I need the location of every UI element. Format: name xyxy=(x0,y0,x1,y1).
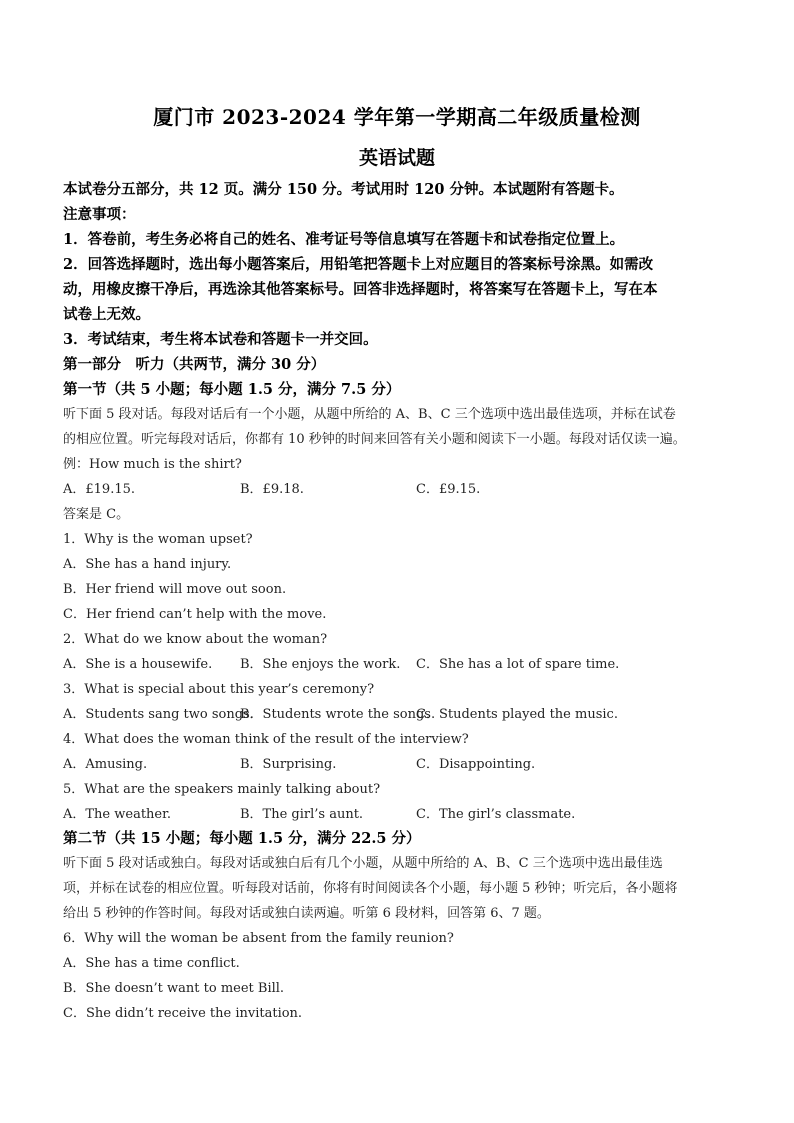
section-1-directions-line-1: 听下面 5 段对话。每段对话后有一个小题，从题中所给的 A、B、C 三个选项中选出最佳选项，并标在试卷 xyxy=(63,407,676,422)
question-3-option-a: A．Students sang two songs. xyxy=(63,707,254,722)
question-5: 5．What are the speakers mainly talking about? xyxy=(63,782,381,797)
note-3: 3．考试结束，考生将本试卷和答题卡一并交回。 xyxy=(63,331,378,348)
question-2: 2．What do we know about the woman? xyxy=(63,632,328,647)
question-3: 3．What is special about this year’s ceremony? xyxy=(63,682,375,697)
part-1-heading: 第一部分 听力（共两节，满分 30 分） xyxy=(63,356,326,373)
note-2-line-1: 2．回答选择题时，选出每小题答案后，用铅笔把答题卡上对应题目的答案标号涂黑。如需改 xyxy=(63,256,654,273)
exam-title: 厦门市 2023-2024 学年第一学期高二年级质量检测 xyxy=(153,105,641,129)
section-2 xyxy=(63,826,733,1026)
question-2-options xyxy=(63,652,733,677)
question-4-option-a: A．Amusing. xyxy=(63,757,148,772)
example-option-c: C．£9.15. xyxy=(416,482,481,497)
question-5-option-b: B．The girl’s aunt. xyxy=(240,807,364,822)
question-1-option-a: A．She has a hand injury. xyxy=(63,557,232,572)
question-4-options xyxy=(63,752,733,777)
example-answer: 答案是 C。 xyxy=(63,507,130,522)
notes-label: 注意事项： xyxy=(63,206,136,223)
question-6-option-b: B．She doesn’t want to meet Bill. xyxy=(63,981,285,996)
note-2-line-2: 动，用橡皮擦干净后，再选涂其他答案标号。回答非选择题时，将答案写在答题卡上，写在本 xyxy=(63,281,658,298)
question-5-option-c: C．The girl’s classmate. xyxy=(416,807,576,822)
question-2-option-b: B．She enjoys the work. xyxy=(240,657,401,672)
section-1 xyxy=(63,402,733,827)
question-6-option-a: A．She has a time conflict. xyxy=(63,956,240,971)
exam-subtitle: 英语试题 xyxy=(358,147,435,169)
example-option-b: B．£9.18. xyxy=(240,482,304,497)
question-1-option-b: B．Her friend will move out soon. xyxy=(63,582,287,597)
question-3-option-c: C．Students played the music. xyxy=(416,707,618,722)
question-5-option-a: A．The weather. xyxy=(63,807,172,822)
question-3-option-b: B．Students wrote the songs. xyxy=(240,707,436,722)
question-5-options xyxy=(63,802,733,827)
question-1-option-c: C．Her friend can’t help with the move. xyxy=(63,607,327,622)
exam-intro: 本试卷分五部分，共 12 页。满分 150 分。考试用时 120 分钟。本试题附有答题卡。 xyxy=(63,181,624,198)
question-2-option-c: C．She has a lot of spare time. xyxy=(416,657,620,672)
section-2-heading: 第二节（共 15 小题；每小题 1.5 分，满分 22.5 分） xyxy=(63,830,421,847)
note-1: 1．答卷前，考生务必将自己的姓名、准考证号等信息填写在答题卡和试卷指定位置上。 xyxy=(63,231,625,248)
question-6: 6．Why will the woman be absent from the family reunion? xyxy=(63,931,454,946)
instructions xyxy=(63,177,733,402)
section-2-directions-line-1: 听下面 5 段对话或独白。每段对话或独白后有几个小题，从题中所给的 A、B、C 三个选项中选出最佳选 xyxy=(63,856,663,871)
question-1: 1．Why is the woman upset? xyxy=(63,532,253,547)
question-4-option-c: C．Disappointing. xyxy=(416,757,536,772)
section-2-directions-line-2: 项，并标在试卷的相应位置。听每段对话前，你将有时间阅读各个小题，每小题 5 秒钟；听完后，各小题将 xyxy=(63,881,678,896)
question-4-option-b: B．Surprising. xyxy=(240,757,337,772)
example-options xyxy=(63,477,733,502)
section-1-directions-line-2: 的相应位置。听完每段对话后，你都有 10 秒钟的时间来回答有关小题和阅读下一小题。每段对话仅读一遍。 xyxy=(63,432,686,447)
question-3-options xyxy=(63,702,733,727)
section-1-heading: 第一节（共 5 小题；每小题 1.5 分，满分 7.5 分） xyxy=(63,381,401,398)
question-2-option-a: A．She is a housewife. xyxy=(63,657,213,672)
question-6-option-c: C．She didn’t receive the invitation. xyxy=(63,1006,303,1021)
example-question: 例：How much is the shirt? xyxy=(63,457,242,472)
section-2-directions-line-3: 给出 5 秒钟的作答时间。每段对话或独白读两遍。听第 6 段材料，回答第 6、7 题。 xyxy=(63,906,550,921)
example-option-a: A．£19.15. xyxy=(63,482,136,497)
note-2-line-3: 试卷上无效。 xyxy=(63,306,150,323)
question-4: 4．What does the woman think of the result of the interview? xyxy=(63,732,469,747)
